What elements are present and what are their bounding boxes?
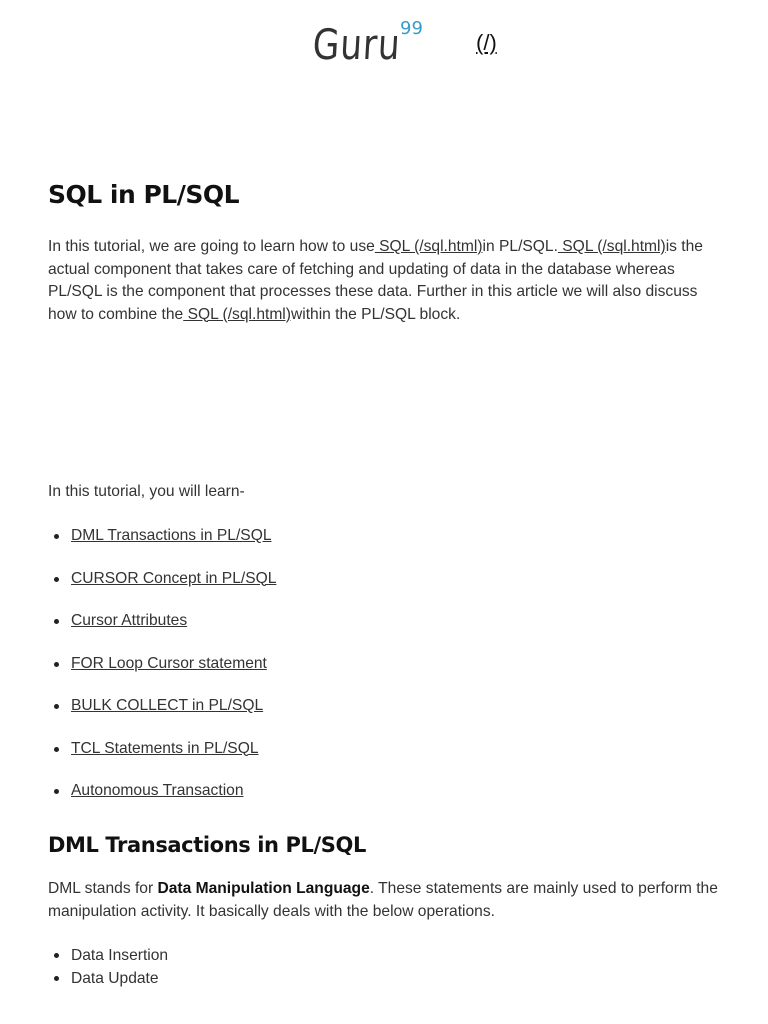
toc-link-cursor-concept[interactable]: CURSOR Concept in PL/SQL xyxy=(71,569,277,587)
toc-item xyxy=(71,694,711,737)
learn-lead-text: In this tutorial, you will learn- xyxy=(48,483,245,500)
toc-item xyxy=(71,567,711,610)
list-item: Data Update xyxy=(71,967,168,990)
dml-text-after: . These statements are mainly used to perform the manipulation activity. It basically deals with the below operations. xyxy=(48,880,718,920)
toc-link-tcl-statements[interactable]: TCL Statements in PL/SQL xyxy=(71,739,259,757)
dml-operations-list xyxy=(48,944,168,990)
home-link[interactable]: (/) xyxy=(476,30,497,55)
intro-text-4: within the PL/SQL block. xyxy=(290,305,461,323)
intro-text-1: In this tutorial, we are going to learn how to use xyxy=(48,238,375,255)
table-of-contents xyxy=(48,524,711,822)
logo-wordmark: Guru xyxy=(311,20,403,69)
sql-link-2[interactable]: SQL (/sql.html) xyxy=(557,238,666,255)
intro-text-2: in PL/SQL. xyxy=(482,238,558,255)
page-title: SQL in PL/SQL xyxy=(48,180,240,209)
sql-link-3[interactable]: SQL (/sql.html) xyxy=(183,305,291,323)
dml-paragraph xyxy=(48,877,720,923)
toc-item xyxy=(71,779,711,822)
dml-text-before: DML stands for xyxy=(48,880,158,897)
list-item: Data Insertion xyxy=(71,944,168,967)
toc-link-cursor-attributes[interactable]: Cursor Attributes xyxy=(71,612,188,629)
intro-text-3: is the actual component that takes care of fetching and updating of data in the database whereas PL/SQL is the component that processes these data. Further in this article we will also discuss how to combine the xyxy=(48,238,703,323)
section-heading-dml: DML Transactions in PL/SQL xyxy=(48,833,366,857)
sql-link-1[interactable]: SQL (/sql.html) xyxy=(374,238,483,255)
guru99-logo[interactable] xyxy=(311,18,434,76)
toc-item xyxy=(71,652,711,695)
toc-link-autonomous-transaction[interactable]: Autonomous Transaction xyxy=(71,782,244,799)
site-header xyxy=(0,0,768,90)
logo-superscript: 99 xyxy=(400,18,423,39)
toc-item xyxy=(71,737,711,780)
toc-link-dml-transactions[interactable]: DML Transactions in PL/SQL xyxy=(71,527,272,544)
toc-item xyxy=(71,609,711,652)
toc-link-bulk-collect[interactable]: BULK COLLECT in PL/SQL xyxy=(71,697,264,714)
toc-item xyxy=(71,524,711,567)
dml-bold-term: Data Manipulation Language xyxy=(157,880,370,897)
intro-paragraph xyxy=(48,236,720,326)
toc-link-for-loop-cursor[interactable]: FOR Loop Cursor statement xyxy=(71,654,267,672)
